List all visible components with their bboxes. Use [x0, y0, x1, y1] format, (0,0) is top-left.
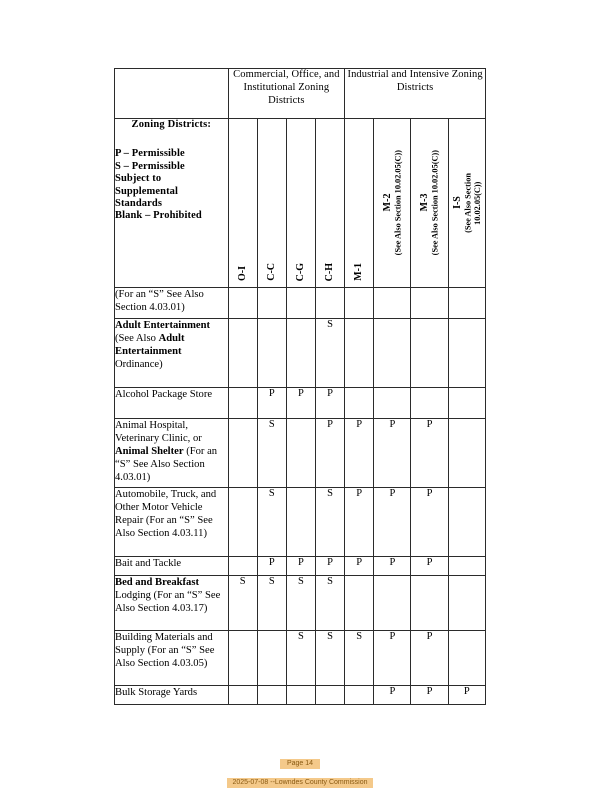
cell-adult-entertainment-oi: [228, 319, 257, 388]
row-label-automobile-truck-motor-vehicle-repair: Automobile, Truck, and Other Motor Vehicle Repair (For an “S” See Also Section 4.03.11): [115, 488, 229, 557]
cell-alcohol-package-store-oi: [228, 388, 257, 419]
cell-bulk-storage-yards-cg: [286, 686, 315, 705]
cell-adult-entertainment-m3: [411, 319, 448, 388]
cell-building-materials-and-supply-m3: P: [411, 631, 448, 686]
cell-note-row-403-01-cc: [257, 288, 286, 319]
table-row: [115, 488, 486, 557]
column-header-cc: [257, 119, 286, 288]
cell-note-row-403-01-cg: [286, 288, 315, 319]
group-header-industrial: Industrial and Intensive Zoning Districts: [345, 69, 486, 119]
cell-bed-and-breakfast-lodging-is: [448, 576, 485, 631]
cell-building-materials-and-supply-oi: [228, 631, 257, 686]
cell-building-materials-and-supply-cc: [257, 631, 286, 686]
cell-building-materials-and-supply-ch: S: [316, 631, 345, 686]
cell-animal-hospital-veterinary-clinic-m1: P: [345, 419, 374, 488]
cell-building-materials-and-supply-m2: P: [374, 631, 411, 686]
cell-bait-and-tackle-oi: [228, 557, 257, 576]
cell-automobile-truck-motor-vehicle-repair-is: [448, 488, 485, 557]
cell-animal-hospital-veterinary-clinic-cc: S: [257, 419, 286, 488]
column-code-m2: M-2: [381, 193, 393, 212]
legend-line-2: Subject to: [115, 173, 162, 185]
row-label-bulk-storage-yards: Bulk Storage Yards: [115, 686, 229, 705]
cell-bulk-storage-yards-is: P: [448, 686, 485, 705]
cell-bait-and-tackle-ch: P: [316, 557, 345, 576]
cell-automobile-truck-motor-vehicle-repair-cc: S: [257, 488, 286, 557]
cell-animal-hospital-veterinary-clinic-is: [448, 419, 485, 488]
legend-line-5: Blank – Prohibited: [115, 210, 202, 222]
footer-source-text: 2025-07-08 --Lowndes County Commission: [227, 778, 372, 788]
column-code-oi: O-I: [236, 266, 248, 281]
column-code-row: [115, 119, 486, 288]
column-note-is-line2: 10.02.05(C)): [472, 180, 482, 225]
cell-bait-and-tackle-cc: P: [257, 557, 286, 576]
column-note-m3: (See Also Section 10.02.05(C)): [430, 149, 440, 256]
cell-bed-and-breakfast-lodging-cg: S: [286, 576, 315, 631]
column-header-ch: [316, 119, 345, 288]
cell-bed-and-breakfast-lodging-oi: S: [228, 576, 257, 631]
column-header-is: [448, 119, 485, 288]
footer-stamp: [0, 752, 600, 789]
cell-bed-and-breakfast-lodging-m1: [345, 576, 374, 631]
column-note-is-line1: (See Also Section: [463, 172, 473, 233]
table-row: [115, 557, 486, 576]
cell-bed-and-breakfast-lodging-m2: [374, 576, 411, 631]
cell-bulk-storage-yards-ch: [316, 686, 345, 705]
cell-alcohol-package-store-ch: P: [316, 388, 345, 419]
cell-adult-entertainment-ch: S: [316, 319, 345, 388]
legend-title: Zoning Districts:: [131, 119, 212, 130]
column-header-oi: [228, 119, 257, 288]
cell-note-row-403-01-is: [448, 288, 485, 319]
legend-line-1: S – Permissible: [115, 160, 185, 172]
legend-line-0: P – Permissible: [115, 148, 185, 160]
cell-automobile-truck-motor-vehicle-repair-oi: [228, 488, 257, 557]
column-code-m1: M-1: [353, 263, 365, 281]
cell-building-materials-and-supply-is: [448, 631, 485, 686]
cell-bed-and-breakfast-lodging-ch: S: [316, 576, 345, 631]
cell-note-row-403-01-m1: [345, 288, 374, 319]
cell-alcohol-package-store-m3: [411, 388, 448, 419]
cell-adult-entertainment-is: [448, 319, 485, 388]
cell-bulk-storage-yards-m2: P: [374, 686, 411, 705]
cell-bed-and-breakfast-lodging-cc: S: [257, 576, 286, 631]
cell-note-row-403-01-m2: [374, 288, 411, 319]
column-code-ch: C-H: [324, 262, 336, 281]
group-header-commercial: Commercial, Office, and Institutional Zoning Districts: [228, 69, 345, 119]
cell-adult-entertainment-cg: [286, 319, 315, 388]
cell-alcohol-package-store-m1: [345, 388, 374, 419]
legend-cell: [115, 119, 229, 288]
cell-alcohol-package-store-m2: [374, 388, 411, 419]
cell-automobile-truck-motor-vehicle-repair-m3: P: [411, 488, 448, 557]
cell-note-row-403-01-m3: [411, 288, 448, 319]
cell-animal-hospital-veterinary-clinic-cg: [286, 419, 315, 488]
row-label-building-materials-and-supply: Building Materials and Supply (For an “S” See Also Section 4.03.05): [115, 631, 229, 686]
row-label-animal-hospital-veterinary-clinic: Animal Hospital, Veterinary Clinic, or Animal Shelter (For an “S” See Also Section 4.03.01): [115, 419, 229, 488]
row-label-bait-and-tackle: Bait and Tackle: [115, 557, 229, 576]
cell-bed-and-breakfast-lodging-m3: [411, 576, 448, 631]
cell-adult-entertainment-cc: [257, 319, 286, 388]
cell-bulk-storage-yards-oi: [228, 686, 257, 705]
column-header-m3: [411, 119, 448, 288]
legend-lines: [115, 148, 228, 222]
cell-automobile-truck-motor-vehicle-repair-m1: P: [345, 488, 374, 557]
column-code-is: I-S: [451, 196, 463, 209]
row-label-adult-entertainment: Adult Entertainment (See Also Adult Entertainment Ordinance): [115, 319, 229, 388]
column-code-m3: M-3: [419, 193, 431, 212]
cell-alcohol-package-store-is: [448, 388, 485, 419]
table-row: [115, 419, 486, 488]
column-code-cc: C-C: [266, 263, 278, 281]
cell-animal-hospital-veterinary-clinic-oi: [228, 419, 257, 488]
row-label-bed-and-breakfast-lodging: Bed and Breakfast Lodging (For an “S” See Also Section 4.03.17): [115, 576, 229, 631]
table-row: [115, 686, 486, 705]
group-header-row: [115, 69, 486, 119]
cell-automobile-truck-motor-vehicle-repair-cg: [286, 488, 315, 557]
cell-animal-hospital-veterinary-clinic-m2: P: [374, 419, 411, 488]
column-header-cg: [286, 119, 315, 288]
cell-bait-and-tackle-cg: P: [286, 557, 315, 576]
cell-alcohol-package-store-cc: P: [257, 388, 286, 419]
cell-automobile-truck-motor-vehicle-repair-m2: P: [374, 488, 411, 557]
table-row: [115, 631, 486, 686]
cell-building-materials-and-supply-cg: S: [286, 631, 315, 686]
column-header-m2: [374, 119, 411, 288]
table-body: [115, 69, 486, 705]
zoning-use-table: [114, 68, 486, 705]
cell-automobile-truck-motor-vehicle-repair-ch: S: [316, 488, 345, 557]
cell-building-materials-and-supply-m1: S: [345, 631, 374, 686]
table-row: [115, 576, 486, 631]
cell-bait-and-tackle-is: [448, 557, 485, 576]
cell-bait-and-tackle-m1: P: [345, 557, 374, 576]
footer-source-line: [0, 771, 600, 789]
cell-adult-entertainment-m2: [374, 319, 411, 388]
cell-alcohol-package-store-cg: P: [286, 388, 315, 419]
row-label-note-row-403-01: (For an “S” See Also Section 4.03.01): [115, 288, 229, 319]
cell-bulk-storage-yards-m1: [345, 686, 374, 705]
cell-bulk-storage-yards-cc: [257, 686, 286, 705]
cell-adult-entertainment-m1: [345, 319, 374, 388]
footer-page-label: Page 14: [280, 759, 320, 769]
column-note-m2: (See Also Section 10.02.05(C)): [393, 149, 403, 256]
cell-note-row-403-01-ch: [316, 288, 345, 319]
cell-bait-and-tackle-m2: P: [374, 557, 411, 576]
column-code-cg: C-G: [295, 262, 307, 281]
table-row: [115, 388, 486, 419]
cell-animal-hospital-veterinary-clinic-ch: P: [316, 419, 345, 488]
table-row: [115, 319, 486, 388]
cell-note-row-403-01-oi: [228, 288, 257, 319]
table-row: [115, 288, 486, 319]
cell-bait-and-tackle-m3: P: [411, 557, 448, 576]
column-header-m1: [345, 119, 374, 288]
legend-line-3: Supplemental: [115, 185, 179, 197]
legend-line-4: Standards: [115, 197, 163, 209]
cell-bulk-storage-yards-m3: P: [411, 686, 448, 705]
cell-animal-hospital-veterinary-clinic-m3: P: [411, 419, 448, 488]
group-header-blank: [115, 69, 229, 119]
row-label-alcohol-package-store: Alcohol Package Store: [115, 388, 229, 419]
